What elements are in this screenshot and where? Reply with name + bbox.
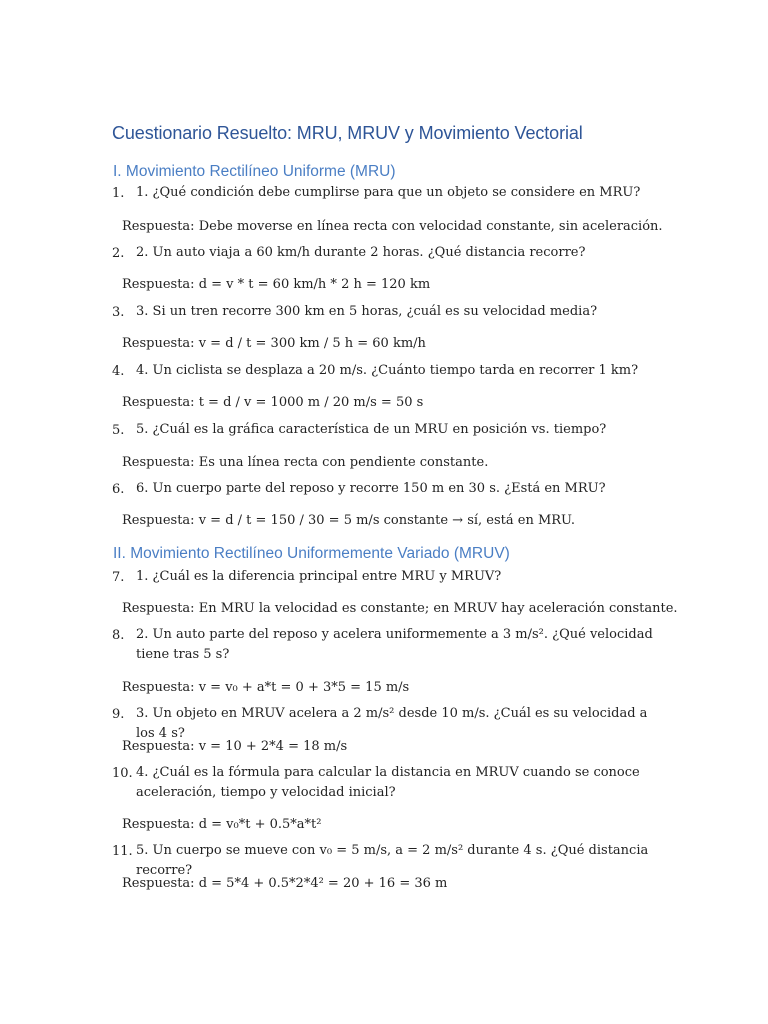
question-number: 11. (112, 844, 133, 859)
question-number: 8. (112, 628, 125, 643)
answer-text: Respuesta: En MRU la velocidad es constante; en MRUV hay aceleración constante. (122, 601, 678, 616)
question-text: 6. Un cuerpo parte del reposo y recorre 150 m en 30 s. ¿Está en MRU? (136, 481, 606, 496)
question-number: 2. (112, 246, 125, 261)
question-number: 3. (112, 305, 125, 320)
answer-text: Respuesta: d = v₀*t + 0.5*a*t² (122, 817, 322, 832)
answer-text: Respuesta: v = 10 + 2*4 = 18 m/s (122, 739, 348, 754)
question-text: 4. Un ciclista se desplaza a 20 m/s. ¿Cuánto tiempo tarda en recorrer 1 km? (136, 363, 639, 378)
question-text: 1. ¿Qué condición debe cumplirse para que un objeto se considere en MRU? (136, 185, 641, 200)
question-text: 2. Un auto parte del reposo y acelera uniformemente a 3 m/s². ¿Qué velocidad tiene tras 5 s? (136, 627, 653, 662)
answer-text: Respuesta: v = v₀ + a*t = 0 + 3*5 = 15 m/s (122, 680, 410, 695)
question-number: 6. (112, 482, 125, 497)
answer-text: Respuesta: Debe moverse en línea recta con velocidad constante, sin aceleración. (122, 219, 663, 234)
question-number: 4. (112, 364, 125, 379)
section-heading-mru: I. Movimiento Rectilíneo Uniforme (MRU) (113, 163, 396, 180)
question-number: 5. (112, 423, 125, 438)
answer-text: Respuesta: v = d / t = 150 / 30 = 5 m/s constante → sí, está en MRU. (122, 513, 575, 528)
answer-text: Respuesta: v = d / t = 300 km / 5 h = 60 km/h (122, 336, 426, 351)
answer-text: Respuesta: t = d / v = 1000 m / 20 m/s = 50 s (122, 395, 424, 410)
question-text: 1. ¿Cuál es la diferencia principal entre MRU y MRUV? (136, 569, 502, 584)
document-title: Cuestionario Resuelto: MRU, MRUV y Movimiento Vectorial (112, 123, 583, 143)
answer-text: Respuesta: Es una línea recta con pendiente constante. (122, 455, 489, 470)
question-text: 5. ¿Cuál es la gráfica característica de un MRU en posición vs. tiempo? (136, 422, 607, 437)
answer-text: Respuesta: d = v * t = 60 km/h * 2 h = 120 km (122, 277, 431, 292)
question-number: 9. (112, 707, 125, 722)
answer-text: Respuesta: d = 5*4 + 0.5*2*4² = 20 + 16 = 36 m (122, 876, 448, 891)
question-text: 2. Un auto viaja a 60 km/h durante 2 horas. ¿Qué distancia recorre? (136, 245, 586, 260)
question-text: 5. Un cuerpo se mueve con v₀ = 5 m/s, a = 2 m/s² durante 4 s. ¿Qué distancia recorre? (136, 843, 649, 878)
question-number: 7. (112, 570, 125, 585)
question-text: 3. Si un tren recorre 300 km en 5 horas, ¿cuál es su velocidad media? (136, 304, 598, 319)
question-text: 4. ¿Cuál es la fórmula para calcular la distancia en MRUV cuando se conoce aceleración, tiempo y velocidad inicial? (136, 765, 640, 800)
question-number: 1. (112, 186, 125, 201)
section-heading-mruv: II. Movimiento Rectilíneo Uniformemente Variado (MRUV) (113, 545, 510, 562)
question-text: 3. Un objeto en MRUV acelera a 2 m/s² desde 10 m/s. ¿Cuál es su velocidad a los 4 s? (136, 706, 648, 741)
question-number: 10. (112, 766, 133, 781)
